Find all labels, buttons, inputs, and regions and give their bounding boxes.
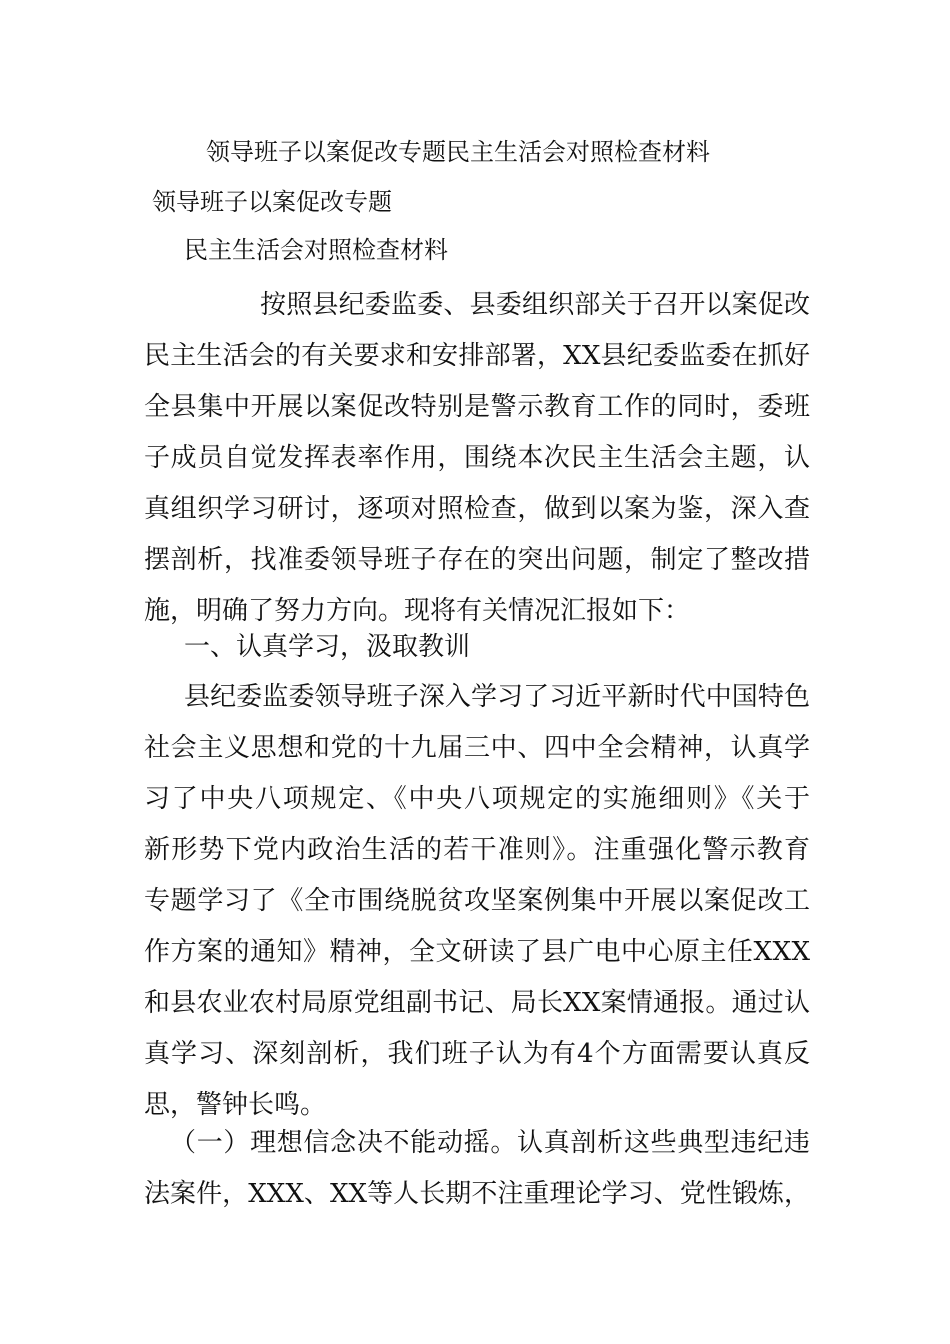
text-line: 专题学习了《全市围绕脱贫攻坚案例集中开展以案促改工 [144,886,811,916]
text-line: 摆剖析，找准委领导班子存在的突出问题，制定了整改措 [144,545,811,575]
section-heading [144,622,810,673]
text-line: 施，明确了努力方向。现将有关情况汇报如下： [144,596,691,626]
belief-paragraph [144,1118,810,1220]
study-paragraph [144,672,810,1131]
text-line: 和县农业农村局原党组副书记、局长XX案情通报。通过认 [144,988,811,1018]
text-line: 习了中央八项规定、《中央八项规定的实施细则》《关于 [144,784,812,814]
text-line: 社会主义思想和党的十九届三中、四中全会精神，认真学 [144,733,811,763]
text-line: 子成员自觉发挥表率作用，围绕本次民主生活会主题，认 [144,443,811,473]
text-line: 县纪委监委领导班子深入学习了习近平新时代中国特色 [184,682,811,712]
document-subtitle-line2: 民主生活会对照检查材料 [184,236,448,264]
text-line: 真组织学习研讨，逐项对照检查，做到以案为鉴，深入查 [144,494,811,524]
text-line: 作方案的通知》精神，全文研读了县广电中心原主任XXX [144,937,811,967]
text-line: 按照县纪委监委、县委组织部关于召开以案促改 [260,290,811,320]
text-line: （一）理想信念决不能动摇。认真剖析这些典型违纪违 [170,1128,811,1158]
text-line: 全县集中开展以案促改特别是警示教育工作的同时，委班 [144,392,811,422]
text-line: 真学习、深刻剖析，我们班子认为有4个方面需要认真反 [144,1039,812,1069]
section-heading-text: 一、认真学习，汲取教训 [184,632,471,662]
document-subtitle-line1: 领导班子以案促改专题 [152,188,392,216]
text-line: 民主生活会的有关要求和安排部署，XX县纪委监委在抓好 [144,341,811,371]
document-title: 领导班子以案促改专题民主生活会对照检查材料 [206,138,710,166]
text-line: 新形势下党内政治生活的若干准则》。注重强化警示教育 [144,835,812,865]
text-line: 思，警钟长鸣。 [144,1090,327,1120]
text-line: 法案件，XXX、XX等人长期不注重理论学习、党性锻炼， [144,1179,811,1209]
intro-paragraph [144,280,810,637]
